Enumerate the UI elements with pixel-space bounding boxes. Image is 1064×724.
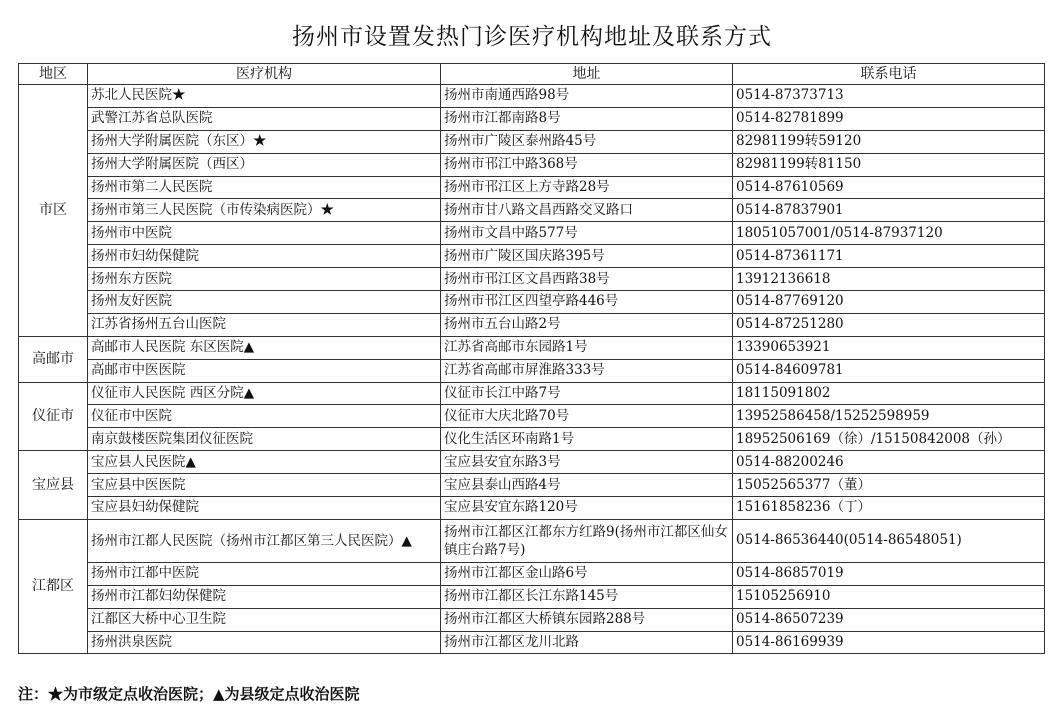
- header-address: 地址: [441, 64, 733, 85]
- table-header-row: [19, 64, 1045, 85]
- phone-cell: 0514-82781899: [733, 107, 1045, 130]
- institution-cell: 宝应县妇幼保健院: [88, 497, 441, 520]
- table-row: [19, 451, 1045, 474]
- phone-cell: 15105256910: [733, 585, 1045, 608]
- address-cell: 江苏省高邮市东园路1号: [441, 336, 733, 359]
- phone-cell: 0514-87769120: [733, 291, 1045, 314]
- district-cell: 市区: [19, 85, 88, 337]
- institution-cell: 扬州东方医院: [88, 268, 441, 291]
- phone-cell: 0514-87361171: [733, 245, 1045, 268]
- table-row: [19, 405, 1045, 428]
- phone-cell: 13912136618: [733, 268, 1045, 291]
- table-row: [19, 222, 1045, 245]
- address-cell: 扬州市邗江区上方寺路28号: [441, 176, 733, 199]
- phone-cell: 0514-87837901: [733, 199, 1045, 222]
- institution-cell: 武警江苏省总队医院: [88, 107, 441, 130]
- table-row: [19, 562, 1045, 585]
- page-title: 扬州市设置发热门诊医疗机构地址及联系方式: [292, 24, 772, 50]
- phone-cell: 18051057001/0514-87937120: [733, 222, 1045, 245]
- institution-cell: 扬州市妇幼保健院: [88, 245, 441, 268]
- table-row: [19, 245, 1045, 268]
- phone-cell: 0514-87373713: [733, 85, 1045, 108]
- institution-cell: 宝应县中医医院: [88, 474, 441, 497]
- institution-cell: 扬州市第二人民医院: [88, 176, 441, 199]
- table-row: [19, 631, 1045, 654]
- header-institution: 医疗机构: [88, 64, 441, 85]
- address-cell: 扬州市五台山路2号: [441, 313, 733, 336]
- table-row: [19, 268, 1045, 291]
- address-cell: 宝应县安宜东路3号: [441, 451, 733, 474]
- phone-cell: 0514-87610569: [733, 176, 1045, 199]
- phone-cell: 18952506169（徐）/15150842008（孙）: [733, 428, 1045, 451]
- address-cell: 仪征市大庆北路70号: [441, 405, 733, 428]
- table-row: [19, 313, 1045, 336]
- institution-cell: 扬州市江都人民医院（扬州市江都区第三人民医院）▲: [88, 519, 441, 562]
- address-cell: 扬州市江都区龙川北路: [441, 631, 733, 654]
- table-row: [19, 474, 1045, 497]
- table-row: [19, 130, 1045, 153]
- address-cell: 扬州市江都区长江东路145号: [441, 585, 733, 608]
- institution-cell: 仪征市人民医院 西区分院▲: [88, 382, 441, 405]
- address-cell: 扬州市甘八路文昌西路交叉路口: [441, 199, 733, 222]
- table-row: [19, 519, 1045, 562]
- table-row: [19, 428, 1045, 451]
- address-cell: 扬州市文昌中路577号: [441, 222, 733, 245]
- institution-cell: 扬州友好医院: [88, 291, 441, 314]
- table-row: [19, 608, 1045, 631]
- address-cell: 宝应县安宜东路120号: [441, 497, 733, 520]
- institution-cell: 扬州市第三人民医院（市传染病医院）★: [88, 199, 441, 222]
- district-cell: 江都区: [19, 519, 88, 654]
- table-row: [19, 359, 1045, 382]
- address-cell: 扬州市江都区大桥镇东园路288号: [441, 608, 733, 631]
- address-cell: 仪化生活区环南路1号: [441, 428, 733, 451]
- header-district: 地区: [19, 64, 88, 85]
- institution-cell: 江苏省扬州五台山医院: [88, 313, 441, 336]
- table-row: [19, 497, 1045, 520]
- address-cell: 扬州市南通西路98号: [441, 85, 733, 108]
- institution-cell: 苏北人民医院★: [88, 85, 441, 108]
- phone-cell: 13952586458/15252598959: [733, 405, 1045, 428]
- address-cell: 扬州市邗江中路368号: [441, 153, 733, 176]
- footnote: 注：★为市级定点收治医院；▲为县级定点收治医院: [18, 685, 360, 703]
- institution-cell: 南京鼓楼医院集团仪征医院: [88, 428, 441, 451]
- table-row: [19, 199, 1045, 222]
- header-phone: 联系电话: [733, 64, 1045, 85]
- table-row: [19, 585, 1045, 608]
- institution-cell: 扬州大学附属医院（东区）★: [88, 130, 441, 153]
- district-cell: 宝应县: [19, 451, 88, 520]
- institution-cell: 扬州市江都妇幼保健院: [88, 585, 441, 608]
- phone-cell: 15161858236（丁）: [733, 497, 1045, 520]
- phone-cell: 0514-88200246: [733, 451, 1045, 474]
- phone-cell: 13390653921: [733, 336, 1045, 359]
- phone-cell: 0514-86507239: [733, 608, 1045, 631]
- district-cell: 高邮市: [19, 336, 88, 382]
- institution-cell: 高邮市人民医院 东区医院▲: [88, 336, 441, 359]
- address-cell: 扬州市江都南路8号: [441, 107, 733, 130]
- table-row: [19, 176, 1045, 199]
- table-row: [19, 382, 1045, 405]
- institution-cell: 高邮市中医医院: [88, 359, 441, 382]
- table-row: [19, 85, 1045, 108]
- phone-cell: 82981199转81150: [733, 153, 1045, 176]
- address-cell: 仪征市长江中路7号: [441, 382, 733, 405]
- phone-cell: 0514-87251280: [733, 313, 1045, 336]
- phone-cell: 82981199转59120: [733, 130, 1045, 153]
- table-row: [19, 336, 1045, 359]
- phone-cell: 0514-86169939: [733, 631, 1045, 654]
- address-cell: 扬州市江都区江都东方红路9(扬州市江都区仙女镇庄台路7号): [441, 519, 733, 562]
- address-cell: 扬州市广陵区泰州路45号: [441, 130, 733, 153]
- table-row: [19, 153, 1045, 176]
- district-cell: 仪征市: [19, 382, 88, 451]
- hospital-table: [18, 63, 1045, 654]
- institution-cell: 仪征市中医院: [88, 405, 441, 428]
- table-row: [19, 291, 1045, 314]
- institution-cell: 江都区大桥中心卫生院: [88, 608, 441, 631]
- institution-cell: 扬州市中医院: [88, 222, 441, 245]
- phone-cell: 0514-84609781: [733, 359, 1045, 382]
- table-row: [19, 107, 1045, 130]
- phone-cell: 0514-86536440(0514-86548051): [733, 519, 1045, 562]
- institution-cell: 扬州洪泉医院: [88, 631, 441, 654]
- address-cell: 江苏省高邮市屏淮路333号: [441, 359, 733, 382]
- address-cell: 宝应县泰山西路4号: [441, 474, 733, 497]
- address-cell: 扬州市邗江区四望亭路446号: [441, 291, 733, 314]
- phone-cell: 18115091802: [733, 382, 1045, 405]
- address-cell: 扬州市广陵区国庆路395号: [441, 245, 733, 268]
- institution-cell: 扬州市江都中医院: [88, 562, 441, 585]
- institution-cell: 宝应县人民医院▲: [88, 451, 441, 474]
- address-cell: 扬州市江都区金山路6号: [441, 562, 733, 585]
- institution-cell: 扬州大学附属医院（西区）: [88, 153, 441, 176]
- phone-cell: 15052565377（董）: [733, 474, 1045, 497]
- phone-cell: 0514-86857019: [733, 562, 1045, 585]
- address-cell: 扬州市邗江区文昌西路38号: [441, 268, 733, 291]
